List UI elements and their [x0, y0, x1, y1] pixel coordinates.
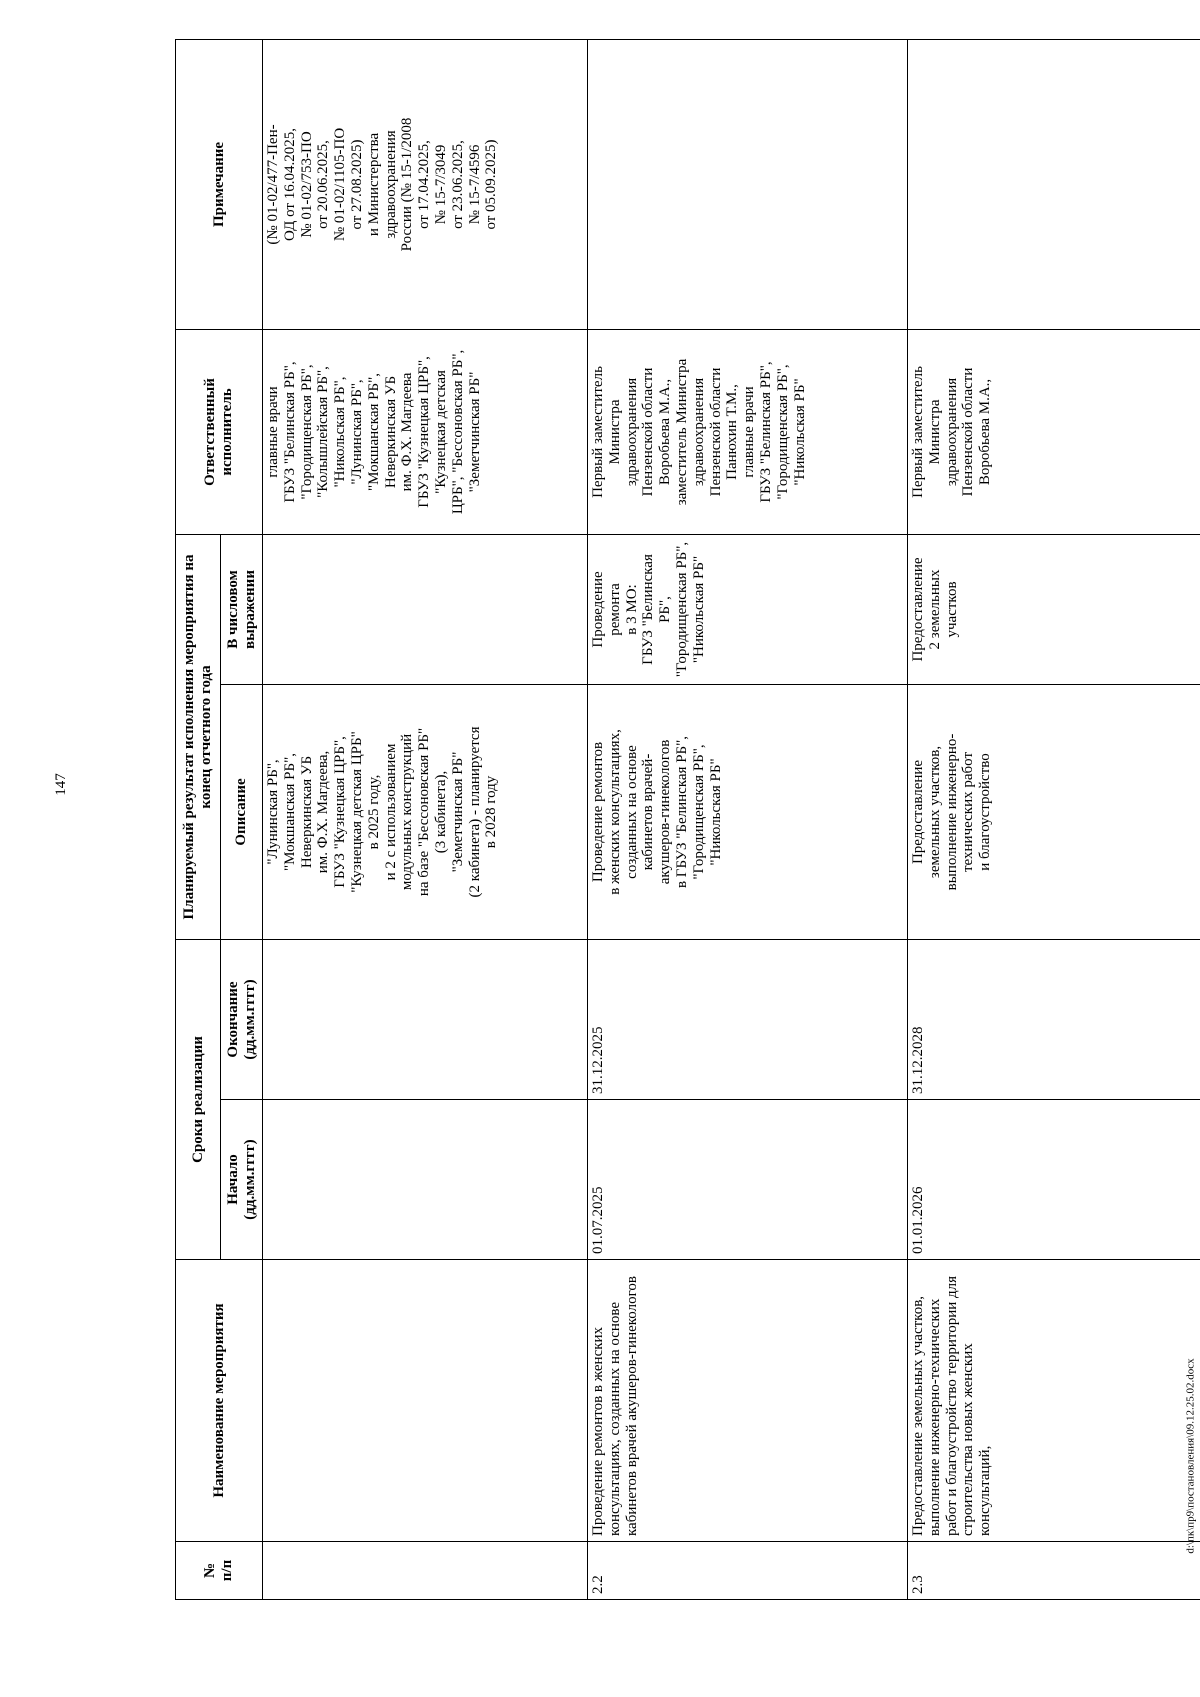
table-row [908, 39, 1200, 1599]
row-description: "Лунинская РБ", "Мокшанская РБ", Неверкинская УБ им. Ф.Х. Магдеева, ГБУЗ "Кузнецкая ЦРБ", "Кузнецкая детская ЦРБ" в 2025 году, и 2 с использованием модульных конструкций на базе "Бессоновская РБ" (3 кабинета), "Земетчинская РБ" (2 кабинета) - планируется в 2028 году [263, 684, 588, 939]
row-note [588, 39, 908, 329]
row-numeric: Проведение ремонта в 3 МО: ГБУЗ "Белинская РБ", "Городищенская РБ", "Никольская РБ" [588, 534, 908, 684]
page-number: 147 [52, 773, 69, 796]
measures-table [175, 39, 1200, 1600]
row-note: (№ 01-02/477-Пен- ОД от 16.04.2025, № 01-02/753-ПО от 20.06.2025, № 01-02/1105-ПО от 27.08.2025) и Министерства здравоохранения России (№ 15-1/2008 от 17.04.2025, № 15-7/3049 от 23.06.2025, № 15-7/4596 от 05.09.2025) [263, 39, 588, 329]
row-numeric [263, 534, 588, 684]
row-end [263, 939, 588, 1099]
row-responsible: Первый заместитель Министра здравоохранения Пензенской области Воробьева М.А., [908, 329, 1200, 534]
table-row [263, 39, 588, 1599]
header-note: Примечание [176, 39, 263, 329]
rotated-page [175, 40, 1200, 1600]
header-start: Начало (дд.мм.гггг) [221, 1100, 263, 1260]
header-responsible: Ответственный исполнитель [176, 329, 263, 534]
row-start [263, 1100, 588, 1260]
header-end: Окончание (дд.мм.гггг) [221, 939, 263, 1099]
row-end: 31.12.2025 [588, 939, 908, 1099]
row-responsible: Первый заместитель Министра здравоохранения Пензенской области Воробьева М.А., заместитель Министра здравоохранения Пензенской области Панюхин Т.М., главные врачи ГБУЗ "Белинская РБ", "Городищенская РБ", "Никольская РБ" [588, 329, 908, 534]
row-start: 01.01.2026 [908, 1100, 1200, 1260]
row-end: 31.12.2028 [908, 939, 1200, 1099]
row-name: Предоставление земельных участков, выполнение инженерно-технических работ и благоустройство территории для строительства новых женских консультаций, [908, 1260, 1200, 1542]
row-note [908, 39, 1200, 329]
row-num: 2.3 [908, 1542, 1200, 1600]
row-responsible: главные врачи ГБУЗ "Белинская РБ", "Городищенская РБ", "Колышлейская РБ", "Никольская РБ", "Лунинская РБ", "Мокшанская РБ", Неверкинская УБ им. Ф.Х. Магдеева ГБУЗ "Кузнецкая ЦРБ", "Кузнецкая детская ЦРБ", "Бессоновская РБ", "Земетчинская РБ" [263, 329, 588, 534]
table-row [588, 39, 908, 1599]
row-name [263, 1260, 588, 1542]
header-name: Наименование мероприятия [176, 1260, 263, 1542]
header-description: Описание [221, 684, 263, 939]
row-name: Проведение ремонтов в женских консультациях, созданных на основе кабинетов врачей акушеров-гинекологов [588, 1260, 908, 1542]
row-description: Предоставление земельных участков, выполнение инженерно- технических работ и благоустройство [908, 684, 1200, 939]
row-start: 01.07.2025 [588, 1100, 908, 1260]
header-num: № п/п [176, 1542, 263, 1600]
header-numeric: В числовом выражении [221, 534, 263, 684]
header-terms: Сроки реализации [176, 939, 221, 1259]
row-description: Проведение ремонтов в женских консультациях, созданных на основе кабинетов врачей- акушеров-гинекологов в ГБУЗ "Белинская РБ", "Городищенская РБ", "Никольская РБ" [588, 684, 908, 939]
file-path: d:\пк\пр9\постановления\09.12.25.02.docx [1184, 1358, 1197, 1554]
header-result: Планируемый результат исполнения мероприятия на конец отчетного года [176, 534, 221, 939]
row-numeric: Предоставление 2 земельных участков [908, 534, 1200, 684]
row-num [263, 1542, 588, 1600]
row-num: 2.2 [588, 1542, 908, 1600]
